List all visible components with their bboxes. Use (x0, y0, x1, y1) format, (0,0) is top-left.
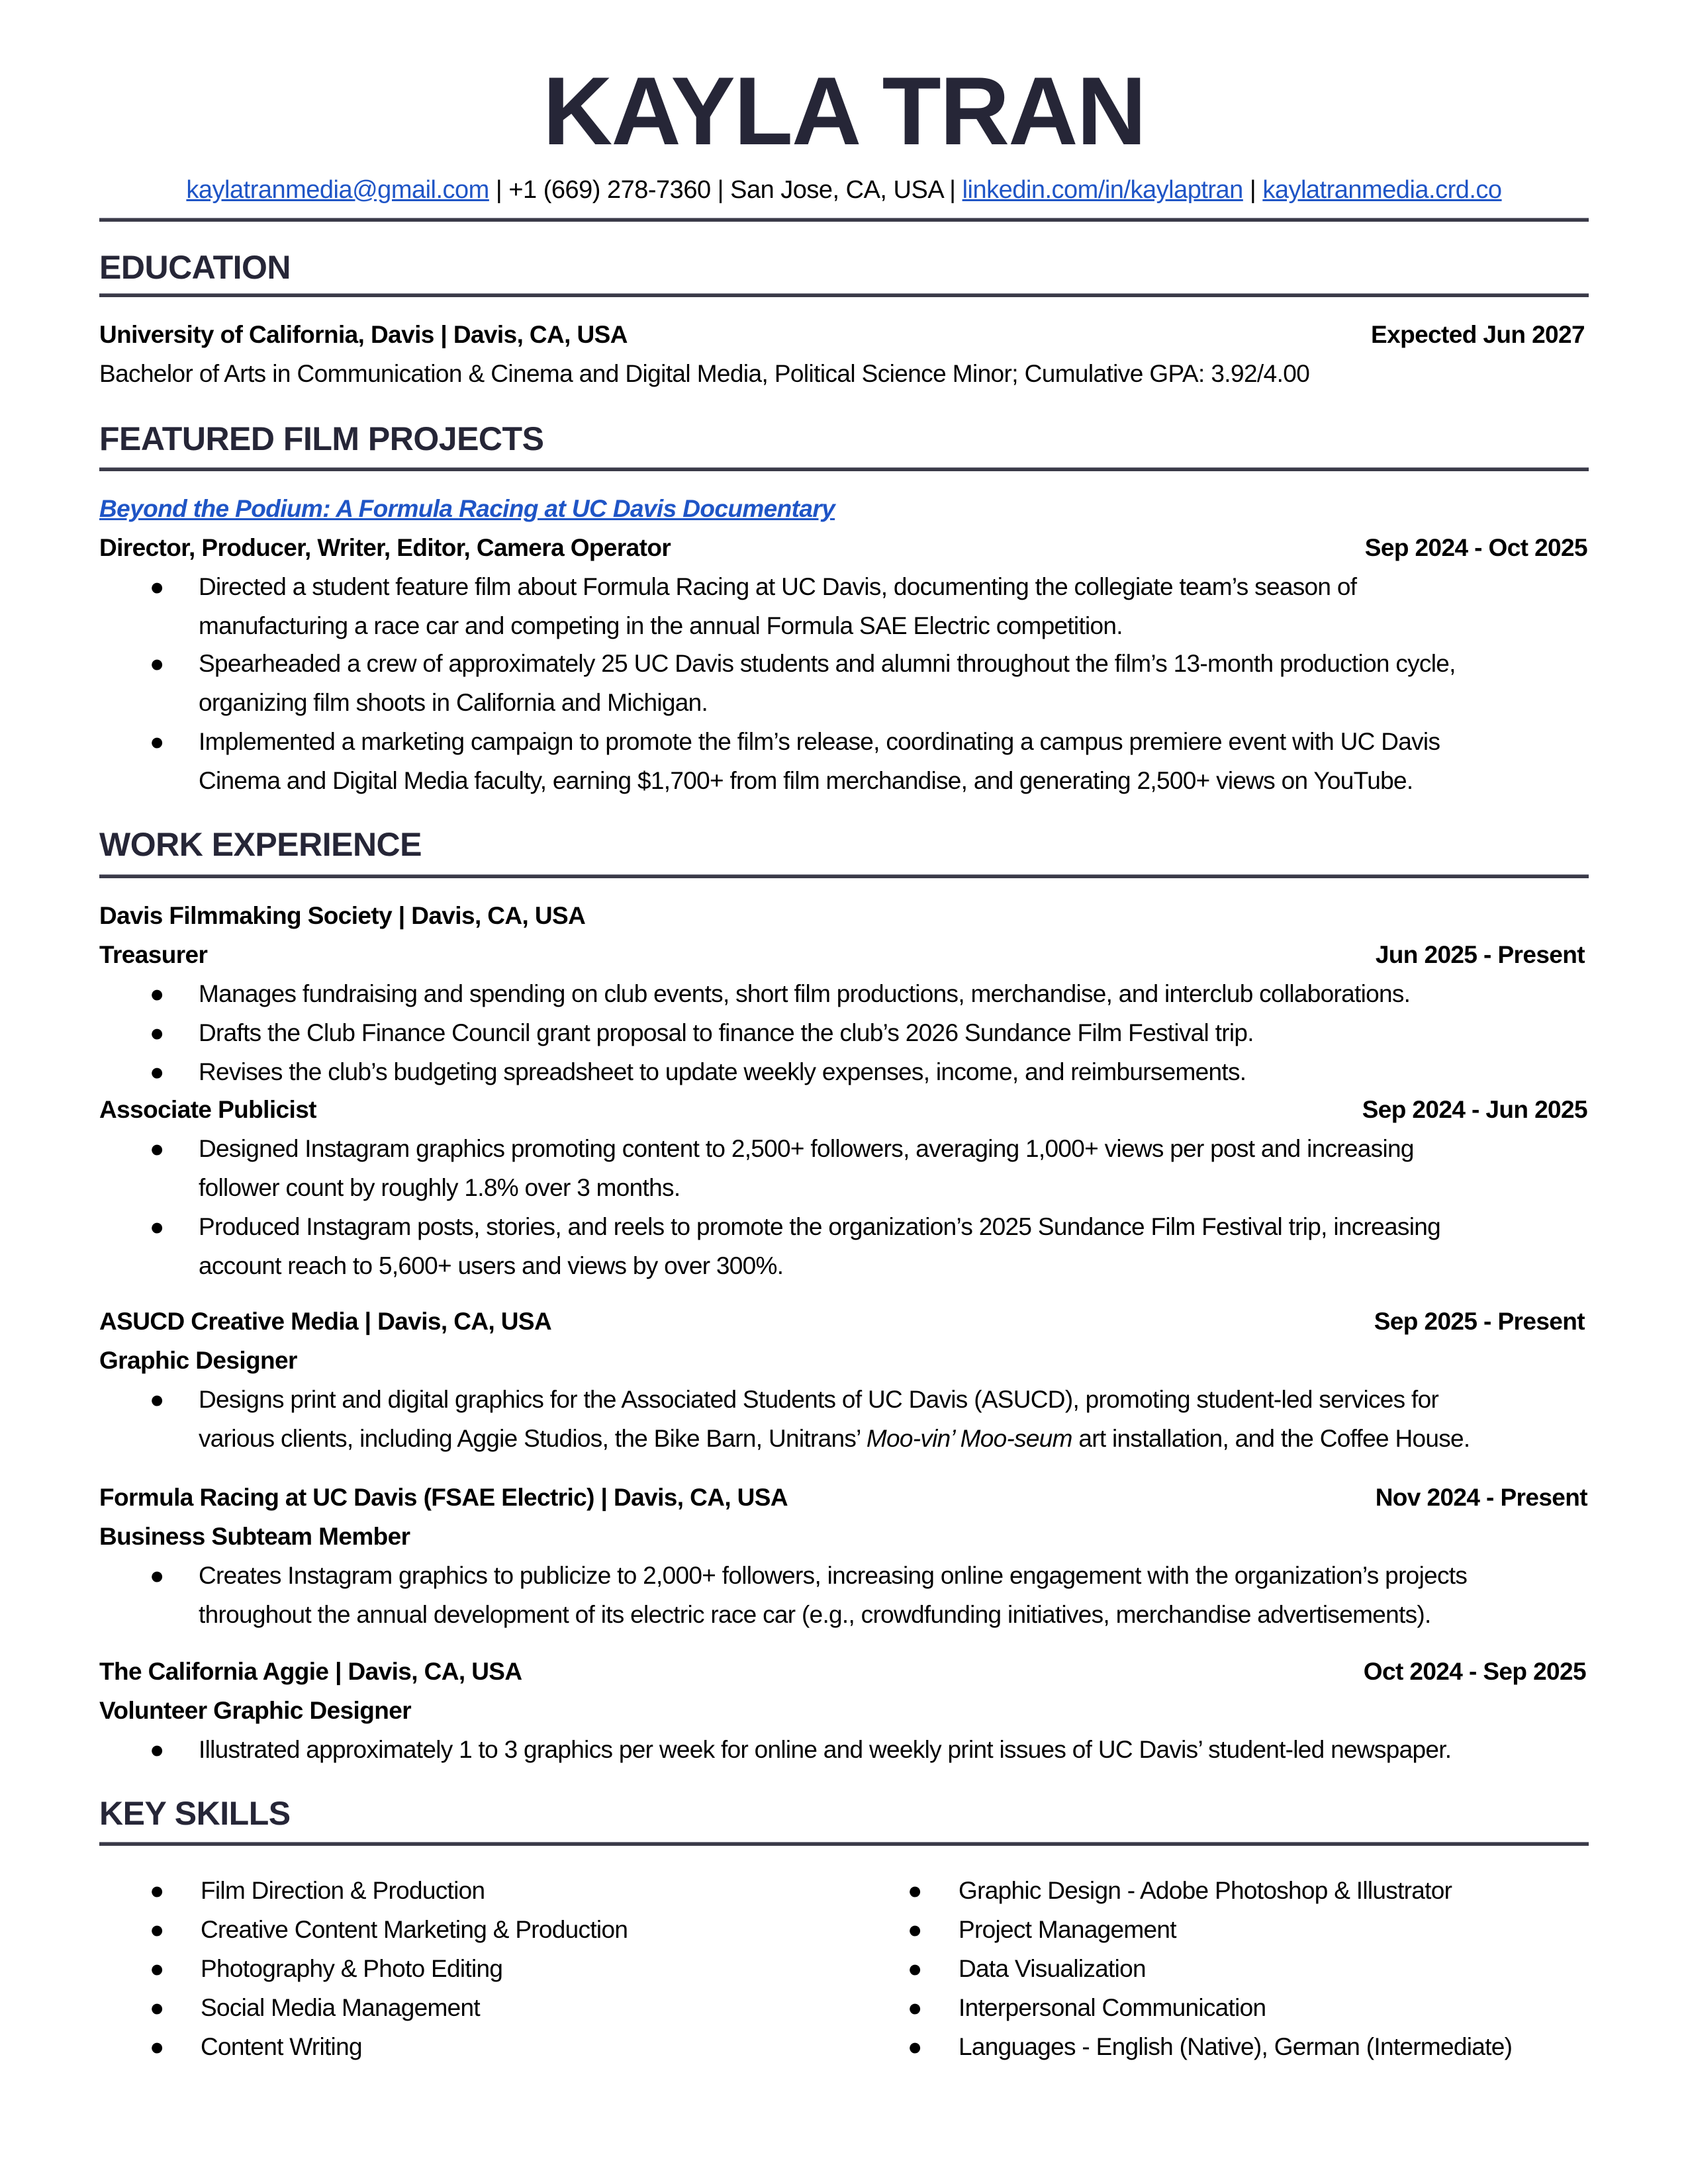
bullet-icon: ● (150, 2033, 165, 2060)
contact-line (0, 173, 1688, 206)
role-title: Associate Publicist (99, 1096, 316, 1123)
bullet-icon: ● (908, 1955, 923, 1982)
bullet-icon: ● (150, 728, 165, 755)
phone: +1 (669) 278-7360 (508, 176, 711, 204)
linkedin-link[interactable]: linkedin.com/in/kaylaptran (962, 176, 1243, 204)
org-header (99, 1305, 1587, 1338)
bullet-text: Drafts the Club Finance Council grant proposal to finance the club’s 2026 Sundance Film Festival trip. (199, 1019, 1254, 1046)
bullet-text (199, 1422, 1470, 1455)
bullet-icon: ● (908, 1916, 923, 1943)
bullet-icon: ● (150, 1994, 165, 2021)
org-name: Formula Racing at UC Davis (FSAE Electric) | Davis, CA, USA (99, 1484, 788, 1511)
bullet-text: Directed a student feature film about Formula Racing at UC Davis, documenting the collegiate team’s season of (199, 573, 1357, 600)
bullet-text: Produced Instagram posts, stories, and reels to promote the organization’s 2025 Sundance Film Festival trip, increasing (199, 1213, 1440, 1240)
role-title: Graphic Designer (99, 1347, 297, 1374)
section-divider (99, 874, 1589, 878)
role-date: Jun 2025 - Present (1375, 941, 1585, 968)
bullet-icon: ● (150, 1058, 165, 1085)
bullet-text: organizing film shoots in California and Michigan. (199, 689, 708, 716)
bullet-text: Manages fundraising and spending on club events, short film productions, merchandise, and interclub collaborations. (199, 980, 1411, 1007)
bullet-icon: ● (150, 1213, 165, 1240)
org-header: Davis Filmmaking Society | Davis, CA, USA (99, 902, 586, 929)
project-role: Director, Producer, Writer, Editor, Camera Operator (99, 534, 671, 561)
role-header (99, 938, 1587, 972)
bullet-text: manufacturing a race car and competing in the annual Formula SAE Electric competition. (199, 612, 1123, 639)
role-header (99, 1093, 1587, 1126)
bullet-text: throughout the annual development of its electric race car (e.g., crowdfunding initiatives, merchandise advertisements). (199, 1601, 1431, 1628)
separator: | (943, 176, 962, 204)
skill-item: Social Media Management (201, 1994, 480, 2021)
separator: | (489, 176, 509, 204)
org-name: The California Aggie | Davis, CA, USA (99, 1658, 522, 1685)
section-title-projects: FEATURED FILM PROJECTS (99, 420, 544, 457)
org-header (99, 1655, 1587, 1688)
bullet-text: Designed Instagram graphics promoting content to 2,500+ followers, averaging 1,000+ views per post and increasing (199, 1135, 1414, 1162)
email-link[interactable]: kaylatranmedia@gmail.com (186, 176, 489, 204)
project-date: Sep 2024 - Oct 2025 (1364, 534, 1587, 561)
skill-item: Data Visualization (959, 1955, 1146, 1982)
bullet-icon: ● (150, 1386, 165, 1413)
bullet-icon: ● (150, 1562, 165, 1589)
bullet-text: Cinema and Digital Media faculty, earning $1,700+ from film merchandise, and generating 2,500+ views on YouTube. (199, 767, 1413, 794)
section-divider (99, 1842, 1589, 1846)
role-date: Sep 2024 - Jun 2025 (1362, 1096, 1587, 1123)
org-date: Nov 2024 - Present (1375, 1484, 1587, 1511)
bullet-text: account reach to 5,600+ users and views by over 300%. (199, 1252, 784, 1279)
school-name: University of California, Davis | Davis, CA, USA (99, 321, 628, 348)
org-header (99, 1481, 1587, 1514)
section-title-education: EDUCATION (99, 249, 291, 286)
skill-item: Graphic Design - Adobe Photoshop & Illustrator (959, 1877, 1452, 1904)
org-date: Sep 2025 - Present (1374, 1308, 1585, 1335)
org-name: ASUCD Creative Media | Davis, CA, USA (99, 1308, 552, 1335)
website-link[interactable]: kaylatranmedia.crd.co (1262, 176, 1502, 204)
bullet-icon: ● (150, 573, 165, 600)
bullet-text-part: art installation, and the Coffee House. (1072, 1425, 1470, 1452)
role-title: Business Subteam Member (99, 1523, 410, 1550)
skill-item: Creative Content Marketing & Production (201, 1916, 628, 1943)
candidate-name: KAYLA TRAN (542, 57, 1146, 165)
skill-item: Interpersonal Communication (959, 1994, 1266, 2021)
bullet-text: Designs print and digital graphics for the Associated Students of UC Davis (ASUCD), promoting student-led services for (199, 1386, 1439, 1413)
degree: Bachelor of Arts in Communication & Cinema and Digital Media, Political Science Minor; Cumulative GPA: 3.92/4.00 (99, 360, 1310, 387)
separator: | (710, 176, 731, 204)
bullet-icon: ● (150, 980, 165, 1007)
section-title-skills: KEY SKILLS (99, 1795, 291, 1832)
skill-item: Photography & Photo Editing (201, 1955, 503, 1982)
bullet-icon: ● (150, 1736, 165, 1763)
bullet-icon: ● (150, 650, 165, 677)
section-divider (99, 467, 1589, 471)
section-title-work: WORK EXPERIENCE (99, 826, 422, 863)
role-title: Volunteer Graphic Designer (99, 1697, 412, 1724)
bullet-text: Implemented a marketing campaign to promote the film’s release, coordinating a campus premiere event with UC Davis (199, 728, 1440, 755)
bullet-icon: ● (150, 1955, 165, 1982)
header-divider (99, 218, 1589, 222)
bullet-text: Illustrated approximately 1 to 3 graphics per week for online and weekly print issues of UC Davis’ student-led newspaper. (199, 1736, 1452, 1763)
org-date: Oct 2024 - Sep 2025 (1363, 1658, 1586, 1685)
bullet-text: follower count by roughly 1.8% over 3 months. (199, 1174, 680, 1201)
skill-item: Film Direction & Production (201, 1877, 485, 1904)
bullet-icon: ● (908, 1877, 923, 1904)
bullet-icon: ● (150, 1916, 165, 1943)
separator: | (1243, 176, 1263, 204)
role-title: Treasurer (99, 941, 208, 968)
bullet-text: Spearheaded a crew of approximately 25 UC Davis students and alumni throughout the film’s 13-month production cycle, (199, 650, 1456, 677)
bullet-icon: ● (150, 1019, 165, 1046)
bullet-text-part: various clients, including Aggie Studios, the Bike Barn, Unitrans’ (199, 1425, 867, 1452)
education-date: Expected Jun 2027 (1371, 321, 1585, 348)
project-role-header (99, 531, 1587, 565)
bullet-text: Creates Instagram graphics to publicize to 2,000+ followers, increasing online engagement with the organization’s projects (199, 1562, 1468, 1589)
section-divider (99, 293, 1589, 297)
installation-title: Moo-vin’ Moo-seum (866, 1425, 1072, 1452)
bullet-icon: ● (150, 1135, 165, 1162)
skill-item: Languages - English (Native), German (Intermediate) (959, 2033, 1513, 2060)
bullet-icon: ● (150, 1877, 165, 1904)
bullet-icon: ● (908, 2033, 923, 2060)
bullet-text: Revises the club’s budgeting spreadsheet to update weekly expenses, income, and reimbursements. (199, 1058, 1246, 1085)
location: San Jose, CA, USA (730, 176, 943, 204)
project-title-link[interactable]: Beyond the Podium: A Formula Racing at UC Davis Documentary (99, 495, 835, 522)
education-entry-header (99, 318, 1587, 351)
bullet-icon: ● (908, 1994, 923, 2021)
skill-item: Project Management (959, 1916, 1176, 1943)
skill-item: Content Writing (201, 2033, 362, 2060)
